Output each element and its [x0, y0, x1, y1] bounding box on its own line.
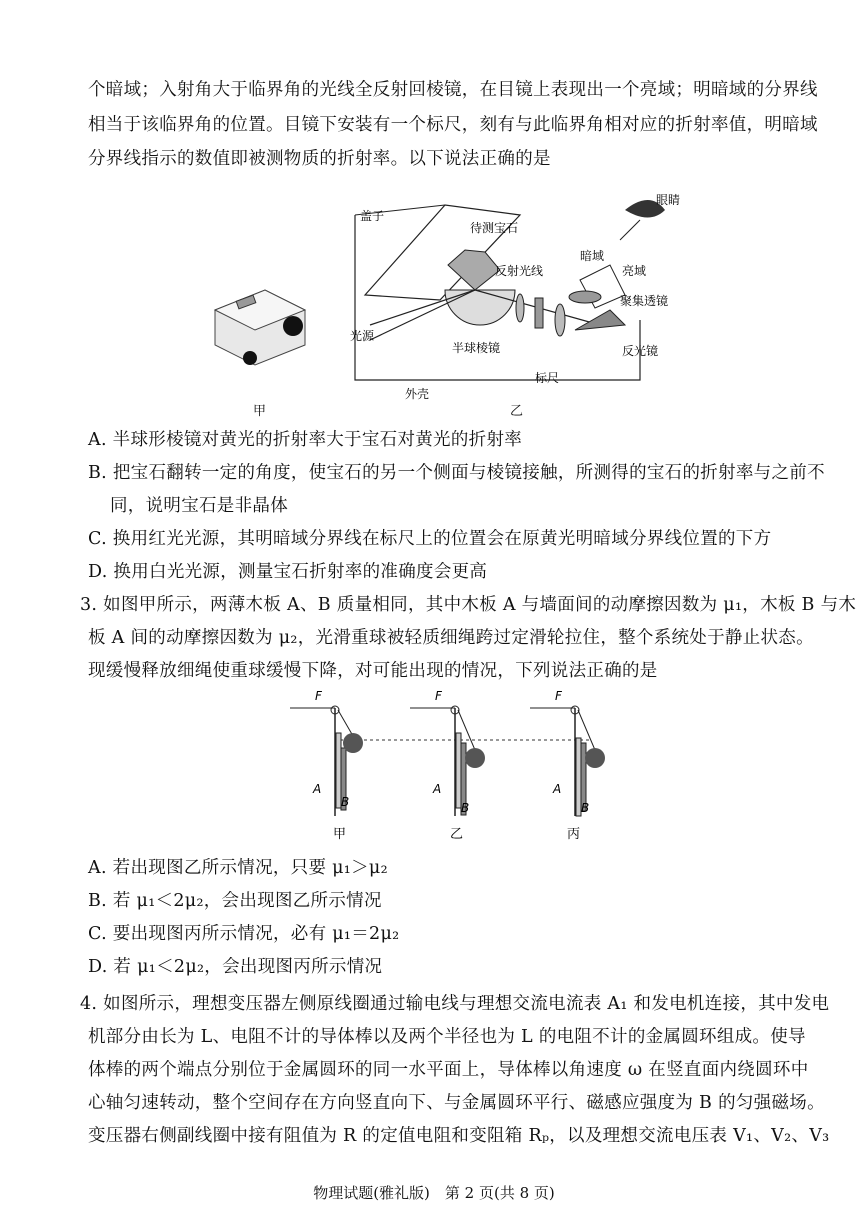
q3-stem-line-2: 板 A 间的动摩擦因数为 μ₂，光滑重球被轻质细绳跨过定滑轮拉住，整个系统处于静止状态。 [88, 628, 814, 648]
q2-intro-line-2: 相当于该临界角的位置。目镜下安装有一个标尺，刻有与此临界角相对应的折射率值，明暗域 [88, 115, 818, 135]
q2-option-c: C. 换用红光光源，其明暗域分界线在标尺上的位置会在原黄光明暗域分界线位置的下方 [88, 529, 772, 549]
q4-stem-line-1: 4. 如图所示，理想变压器左侧原线圈通过输电线与理想交流电流表 A₁ 和发电机连接，其中发电 [80, 994, 830, 1014]
board-a-label: A [433, 782, 442, 796]
page-footer: 物理试题(雅礼版) 第 2 页(共 8 页) [313, 1184, 555, 1202]
label-mirror: 反光镜 [622, 344, 659, 358]
label-lid: 盖子 [360, 209, 385, 223]
label-reflected: 反射光线 [495, 264, 544, 278]
q3-option-a: A. 若出现图乙所示情况，只要 μ₁＞μ₂ [88, 858, 388, 878]
refractometer-schematic [350, 190, 690, 400]
refractometer-photo [195, 270, 325, 370]
force-label: F [555, 689, 562, 703]
q4-stem-line-3: 体棒的两个端点分别位于金属圆环的同一水平面上，导体棒以角速度 ω 在竖直面内绕圆环中 [88, 1060, 809, 1080]
q2-option-b-cont: 同，说明宝石是非晶体 [110, 496, 288, 516]
caption-yi: 乙 [450, 827, 464, 842]
force-label: F [315, 689, 322, 703]
q4-stem-line-4: 心轴匀速转动，整个空间存在方向竖直向下、与金属圆环平行、磁感应强度为 B 的匀强磁场。 [88, 1093, 825, 1113]
board-a-label: A [313, 782, 322, 796]
board-b-label: B [461, 801, 470, 815]
q2-option-b: B. 把宝石翻转一定的角度，使宝石的另一个侧面与棱镜接触，所测得的宝石的折射率与之前不 [88, 463, 825, 483]
board-b-label: B [341, 795, 350, 809]
q3-option-b: B. 若 μ₁＜2μ₂，会出现图乙所示情况 [88, 891, 382, 911]
label-shell: 外壳 [405, 387, 430, 400]
q4-stem-line-5: 变压器右侧副线圈中接有阻值为 R 的定值电阻和变阻箱 Rₚ，以及理想交流电压表 V₁、V₂、V₃ [88, 1126, 830, 1146]
q3-stem-line-3: 现缓慢释放细绳使重球缓慢下降，对可能出现的情况，下列说法正确的是 [88, 661, 658, 681]
label-source: 光源 [350, 329, 375, 343]
caption-jia: 甲 [333, 827, 347, 842]
q3-stem-line-1: 3. 如图甲所示，两薄木板 A、B 质量相同，其中木板 A 与墙面间的动摩擦因数为 μ₁，木板 B 与木 [80, 595, 857, 615]
label-prism: 半球棱镜 [452, 341, 501, 355]
q2-option-a: A. 半球形棱镜对黄光的折射率大于宝石对黄光的折射率 [88, 430, 523, 450]
label-gem: 待测宝石 [470, 221, 519, 235]
wall-board-ball-figure [285, 688, 605, 843]
q3-option-d: D. 若 μ₁＜2μ₂，会出现图丙所示情况 [88, 957, 383, 977]
q4-stem-line-2: 机部分由长为 L、电阻不计的导体棒以及两个半径也为 L 的电阻不计的金属圆环组成。使导 [88, 1027, 806, 1047]
force-label: F [435, 689, 442, 703]
label-eye: 眼睛 [656, 193, 681, 207]
figure-label-yi: 乙 [510, 404, 524, 419]
q3-option-c: C. 要出现图丙所示情况，必有 μ₁＝2μ₂ [88, 924, 400, 944]
board-b-label: B [581, 801, 590, 815]
q2-intro-line-1: 个暗域；入射角大于临界角的光线全反射回棱镜，在目镜上表现出一个亮域；明暗域的分界线 [88, 80, 818, 100]
q2-intro-line-3: 分界线指示的数值即被测物质的折射率。以下说法正确的是 [88, 149, 551, 169]
panel-bing [530, 689, 605, 816]
q2-option-d: D. 换用白光光源，测量宝石折射率的准确度会更高 [88, 562, 488, 582]
label-lens: 聚集透镜 [620, 294, 669, 308]
label-dark: 暗域 [580, 249, 605, 263]
figure-label-jia: 甲 [253, 404, 267, 419]
caption-bing: 丙 [567, 827, 581, 842]
label-scale: 标尺 [535, 371, 560, 385]
panel-yi [410, 689, 485, 816]
board-a-label: A [553, 782, 562, 796]
label-bright: 亮域 [622, 264, 647, 278]
panel-jia [290, 689, 363, 816]
